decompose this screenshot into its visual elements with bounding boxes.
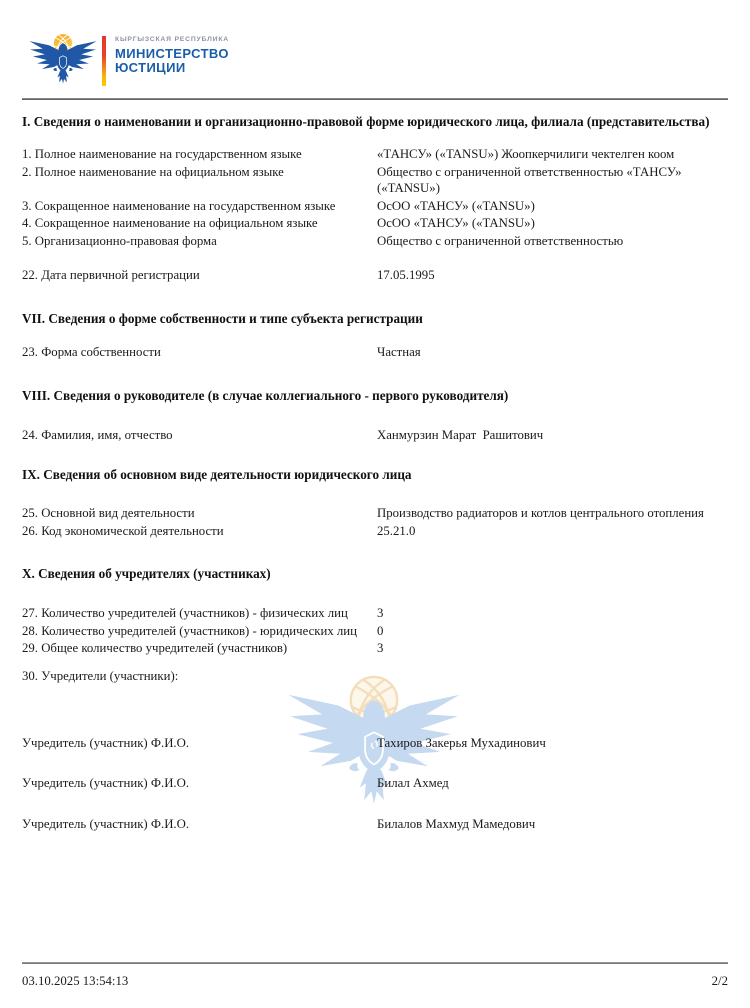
field-row-22 bbox=[22, 267, 728, 284]
field-value: Общество с ограниченной ответственностью bbox=[377, 233, 624, 248]
section-heading-9: IX. Сведения об основном виде деятельности юридического лица bbox=[22, 466, 412, 482]
field-value: ОсОО «ТАНСУ» («TANSU») bbox=[377, 216, 535, 230]
field-row-2 bbox=[22, 164, 728, 197]
field-value: Частная bbox=[377, 344, 421, 359]
field-label: 22. Дата первичной регистрации bbox=[22, 268, 200, 282]
field-value: ОсОО «ТАНСУ» («TANSU») bbox=[377, 198, 535, 213]
field-label: 3. Сокращенное наименование на государственном языке bbox=[22, 198, 336, 213]
field-row-1 bbox=[22, 146, 728, 163]
founder-name: Тахиров Закерья Мухадинович bbox=[377, 735, 546, 750]
field-label: 2. Полное наименование на официальном языке bbox=[22, 164, 284, 179]
ministry-name-line2: ЮСТИЦИИ bbox=[115, 60, 186, 75]
print-timestamp: 03.10.2025 13:54:13 bbox=[22, 974, 129, 988]
founder-row bbox=[22, 775, 728, 792]
field-value: Ханмурзин Марат Рашитович bbox=[377, 428, 544, 442]
field-label: 23. Форма собственности bbox=[22, 344, 161, 359]
field-label: 26. Код экономической деятельности bbox=[22, 524, 224, 538]
field-row-3 bbox=[22, 198, 728, 215]
field-row-29 bbox=[22, 640, 728, 657]
section-heading-8: VIII. Сведения о руководителе (в случае коллегиального - первого руководителя) bbox=[22, 388, 509, 403]
field-label: 24. Фамилия, имя, отчество bbox=[22, 428, 173, 442]
field-value: 25.21.0 bbox=[377, 524, 416, 538]
field-label: 28. Количество учредителей (участников) - юридических лиц bbox=[22, 624, 358, 638]
republic-label: КЫРГЫЗСКАЯ РЕСПУБЛИКА bbox=[115, 36, 229, 43]
field-row-25 bbox=[22, 505, 728, 522]
field-value: Производство радиаторов и котлов центрального отопления bbox=[377, 505, 704, 520]
founder-label: Учредитель (участник) Ф.И.О. bbox=[22, 776, 190, 790]
page-number: 2/2 bbox=[711, 974, 728, 988]
page-footer bbox=[22, 974, 728, 989]
founder-row bbox=[22, 735, 728, 752]
field-row-26 bbox=[22, 523, 728, 540]
ministry-eagle-logo-icon bbox=[28, 30, 98, 90]
field-row-23 bbox=[22, 344, 728, 361]
founder-name: Билалов Махмуд Мамедович bbox=[377, 816, 536, 831]
field-value: 3 bbox=[377, 640, 384, 655]
founder-label: Учредитель (участник) Ф.И.О. bbox=[22, 816, 190, 831]
field-value: 0 bbox=[377, 624, 384, 638]
field-value: Общество с ограниченной ответственностью «ТАНСУ» («TANSU») bbox=[377, 164, 685, 195]
field-row-4 bbox=[22, 215, 728, 232]
header-divider bbox=[22, 98, 728, 100]
founder-name: Билал Ахмед bbox=[377, 776, 449, 790]
ministry-name-line1: МИНИСТЕРСТВО bbox=[115, 46, 229, 61]
section-heading-10: X. Сведения об учредителях (участниках) bbox=[22, 565, 271, 581]
field-label: 5. Организационно-правовая форма bbox=[22, 233, 217, 248]
brand-text bbox=[115, 36, 229, 75]
field-label: 27. Количество учредителей (участников) - физических лиц bbox=[22, 605, 348, 620]
founder-label: Учредитель (участник) Ф.И.О. bbox=[22, 735, 190, 750]
field-label: 1. Полное наименование на государственном языке bbox=[22, 147, 302, 161]
founder-row bbox=[22, 816, 728, 833]
field-label: 25. Основной вид деятельности bbox=[22, 505, 195, 520]
field-row-30 bbox=[22, 668, 728, 685]
brand-flag-bar bbox=[102, 36, 106, 86]
field-label: 29. Общее количество учредителей (участников) bbox=[22, 640, 288, 655]
section-heading-1: I. Сведения о наименовании и организационно-правовой форме юридического лица, филиала (представительства) bbox=[22, 114, 710, 129]
field-row-27 bbox=[22, 605, 728, 622]
field-value: 17.05.1995 bbox=[377, 268, 435, 282]
document-body bbox=[22, 113, 728, 832]
field-label: 4. Сокращенное наименование на официальном языке bbox=[22, 216, 318, 230]
field-value: 3 bbox=[377, 605, 384, 620]
ministry-header bbox=[28, 30, 229, 96]
field-label: 30. Учредители (участники): bbox=[22, 669, 179, 683]
field-row-5 bbox=[22, 233, 728, 250]
field-value: «ТАНСУ» («TANSU») Жоопкерчилиги чектелген коом bbox=[377, 147, 675, 161]
field-row-24 bbox=[22, 427, 728, 444]
section-heading-7: VII. Сведения о форме собственности и типе субъекта регистрации bbox=[22, 310, 423, 326]
field-value bbox=[377, 668, 728, 685]
footer-divider bbox=[22, 962, 728, 964]
field-row-28 bbox=[22, 623, 728, 640]
